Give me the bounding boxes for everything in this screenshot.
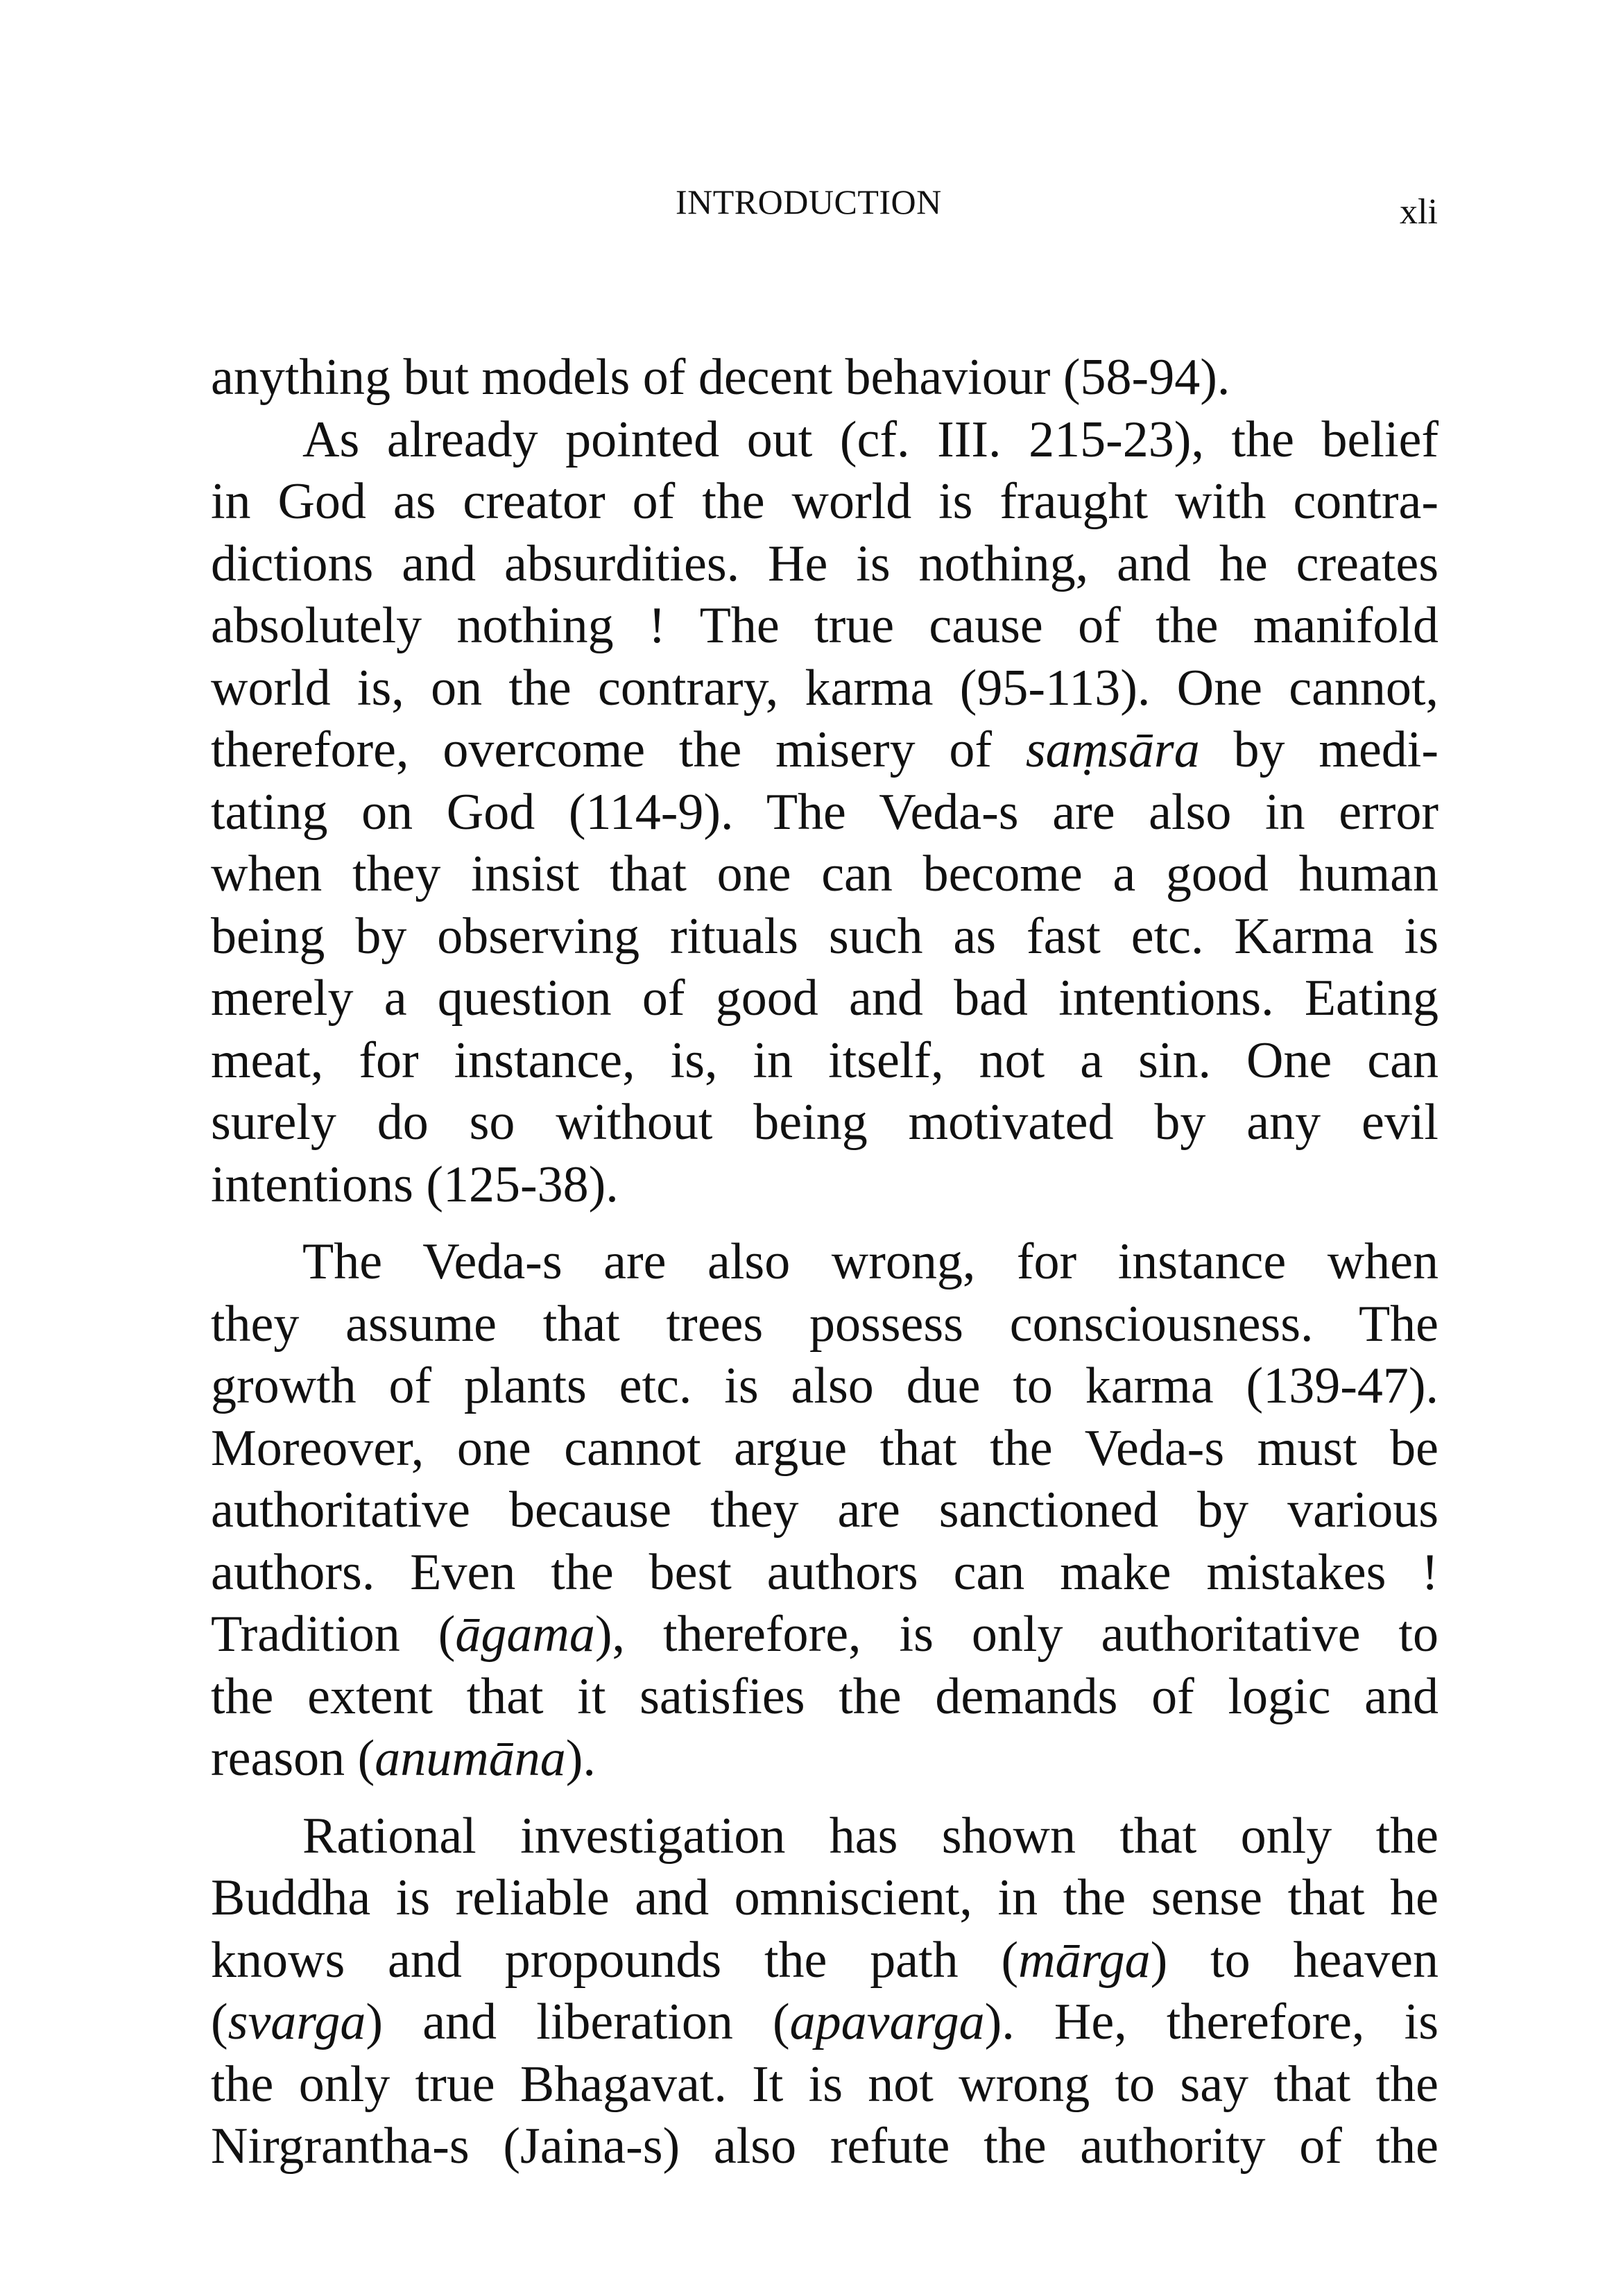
text-line: Moreover, one cannot argue that the Veda-s must be [211,1419,1439,1477]
paragraph [211,409,1439,1217]
text-line: therefore, overcome the misery of saṃsāra by medi- [211,721,1439,778]
page-number: xli [1400,192,1438,232]
text-line: Tradition (āgama), therefore, is only authoritative to [211,1606,1439,1663]
text-line: world is, on the contrary, karma (95-113). One cannot, [211,659,1439,717]
body-text [211,347,1439,2178]
text-line: meat, for instance, is, in itself, not a sin. One can [211,1031,1439,1089]
text-line: As already pointed out (cf. III. 215-23), the belief [302,411,1439,468]
text-line: they assume that trees possess consciousness. The [211,1295,1439,1353]
text-line: (svarga) and liberation (apavarga). He, therefore, is [211,1994,1439,2050]
paragraph [211,347,1439,409]
text-line: dictions and absurdities. He is nothing, and he creates [211,535,1439,592]
paragraph [211,1806,1439,2178]
text-line: the extent that it satisfies the demands of logic and [211,1668,1439,1725]
text-line: The Veda-s are also wrong, for instance when [302,1233,1439,1290]
text-line: merely a question of good and bad intentions. Eating [211,970,1439,1027]
text-line: authoritative because they are sanctioned by various [211,1482,1439,1539]
text-line: authors. Even the best authors can make mistakes ! [211,1543,1439,1601]
text-line: when they insist that one can become a good human [211,846,1439,902]
text-line: knows and propounds the path (mārga) to heaven [211,1931,1439,1989]
text-line: Buddha is reliable and omniscient, in the sense that he [211,1869,1439,1926]
paragraph [211,1231,1439,1790]
text-line: absolutely nothing ! The true cause of the manifold [211,597,1439,654]
text-line: growth of plants etc. is also due to karma (139-47). [211,1357,1439,1414]
text-line: intentions (125-38). [211,1156,619,1213]
text-line: in God as creator of the world is fraught with contra- [211,473,1439,530]
text-line: Rational investigation has shown that only the [302,1807,1439,1865]
text-line: reason (anumāna). [211,1730,596,1787]
running-title: INTRODUCTION [676,182,942,221]
text-line: being by observing rituals such as fast etc. Karma is [211,907,1439,965]
text-line: surely do so without being motivated by any evil [211,1094,1439,1151]
text-line: Nirgrantha-s (Jaina-s) also refute the authority of the [211,2118,1439,2175]
text-line: anything but models of decent behaviour (58-94). [211,349,1230,406]
text-line: tating on God (114-9). The Veda-s are also in error [211,783,1439,841]
text-line: the only true Bhagavat. It is not wrong to say that the [211,2055,1439,2113]
